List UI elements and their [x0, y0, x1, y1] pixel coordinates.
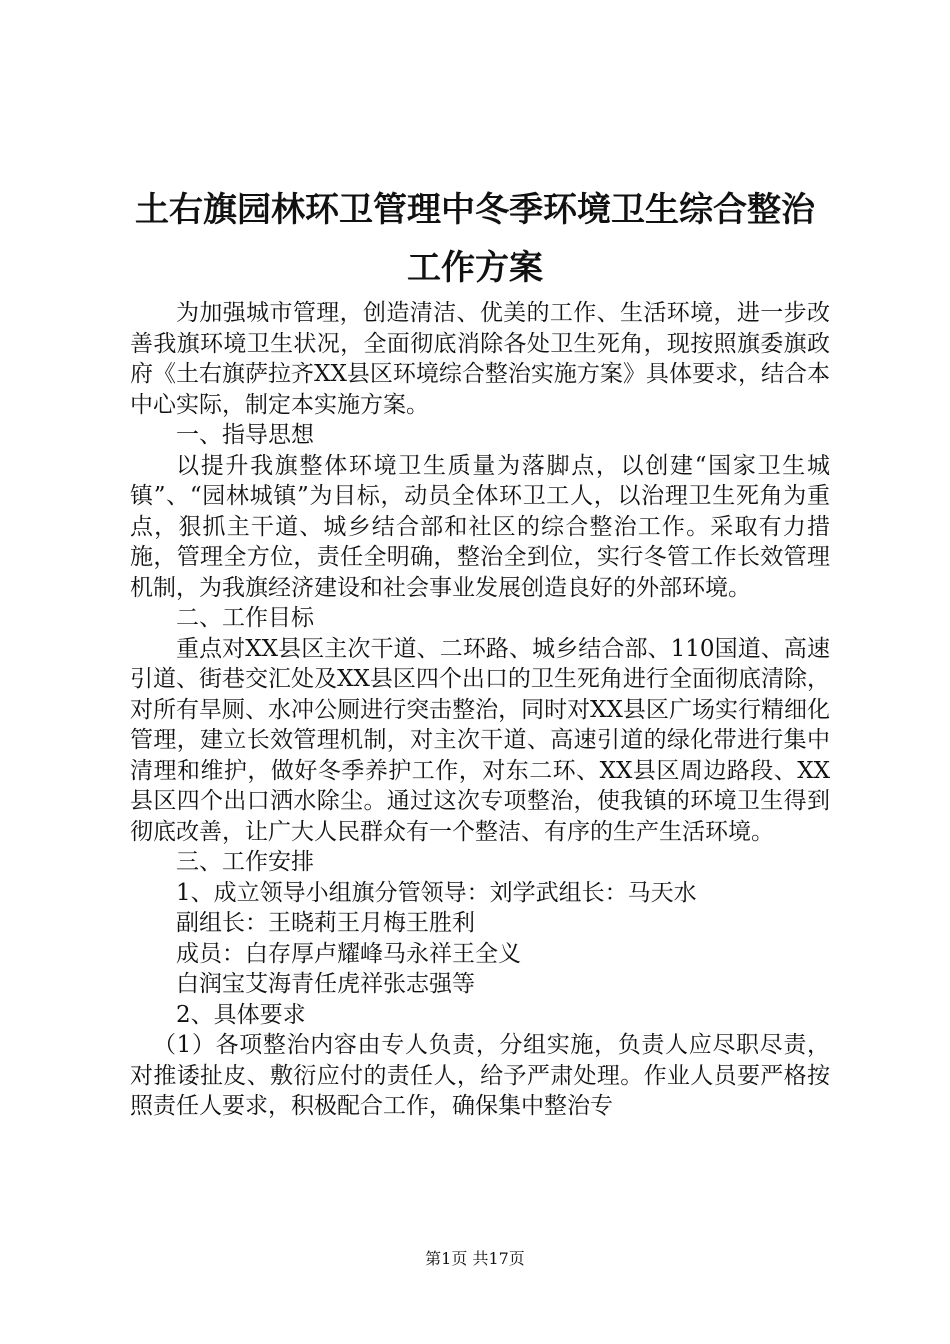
leadership-group-line: 1、成立领导小组旗分管领导：刘学武组长：马天水 — [176, 879, 697, 906]
work-goals-paragraph: 重点对XX县区主次干道、二环路、城乡结合部、110国道、高速引道、街巷交汇处及XX县区四个出口的卫生死角进行全面彻底清除，对所有旱厕、水冲公厕进行突击整治，同时对XX县区广场实行精细化管理，建立长效管理机制，对主次干道、高速引道的绿化带进行集中清理和维护，做好冬季养护工作，对东二环、XX县区周边路段、XX县区四个出口洒水除尘。通过这次专项整治，使我镇的环境卫生得到彻底改善，让广大人民群众有一个整洁、有序的生产生活环境。 — [130, 635, 830, 845]
document-title-line-2: 工作方案 — [407, 248, 543, 288]
specific-requirements-heading: 2、具体要求 — [176, 1001, 306, 1028]
section-heading-work-arrangement: 三、工作安排 — [176, 849, 314, 875]
section-heading-guiding-thought: 一、指导思想 — [176, 422, 314, 448]
deputy-leaders-line: 副组长：王晓莉王月梅王胜利 — [176, 910, 475, 936]
page-number-footer: 第1页 共17页 — [425, 1249, 525, 1268]
members-line-2: 白润宝艾海青任虎祥张志强等 — [176, 971, 475, 997]
requirement-1-paragraph: （1）各项整治内容由专人负责，分组实施，负责人应尽职尽责，对推诿扯皮、敷衍应付的责任人，给予严肃处理。作业人员要严格按照责任人要求，积极配合工作，确保集中整治专 — [130, 1032, 830, 1119]
members-line-1: 成员：白存厚卢耀峰马永祥王全义 — [176, 940, 521, 967]
intro-paragraph: 为加强城市管理，创造清洁、优美的工作、生活环境，进一步改善我旗环境卫生状况，全面彻底消除各处卫生死角，现按照旗委旗政府《土右旗萨拉齐XX县区环境综合整治实施方案》具体要求，结合本中心实际，制定本实施方案。 — [130, 300, 830, 418]
guiding-thought-paragraph: 以提升我旗整体环境卫生质量为落脚点，以创建“国家卫生城镇”、“园林城镇”为目标，动员全体环卫工人，以治理卫生死角为重点，狠抓主干道、城乡结合部和社区的综合整治工作。采取有力措施，管理全方位，责任全明确，整治全到位，实行冬管工作长效管理机制，为我旗经济建设和社会事业发展创造良好的外部环境。 — [130, 452, 830, 601]
document-title-line-1: 土右旗园林环卫管理中冬季环境卫生综合整治 — [135, 190, 815, 230]
document-body — [130, 298, 830, 1122]
section-heading-work-goals: 二、工作目标 — [176, 605, 314, 631]
